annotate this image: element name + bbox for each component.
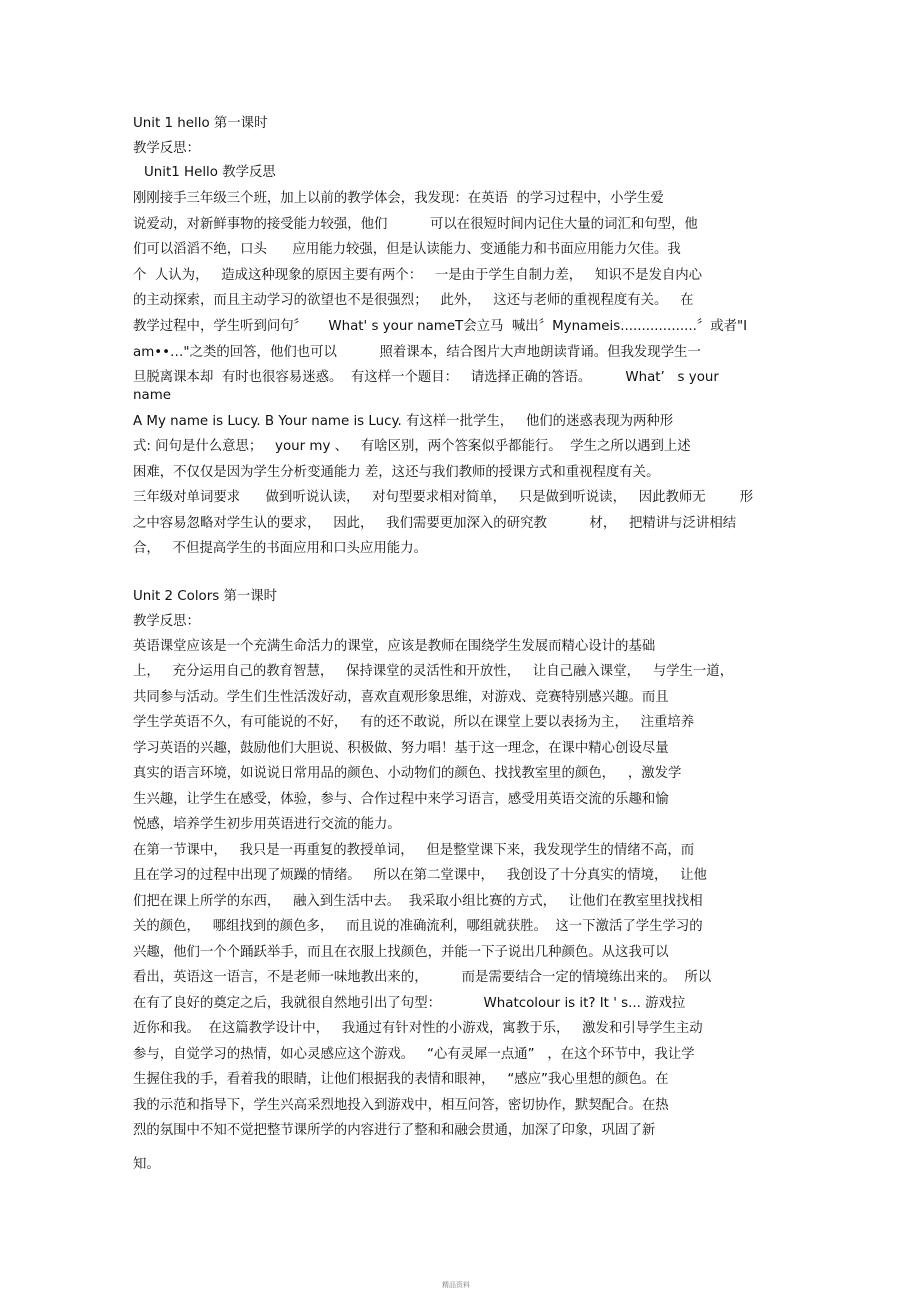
unit2-paragraph-line: 我的示范和指导下，学生兴高采烈地投入到游戏中，相互问答，密切协作，默契配合。在热 bbox=[133, 1098, 669, 1113]
unit1-subheading: Unit1 Hello 教学反思 bbox=[144, 165, 276, 180]
unit1-paragraph-line: 个 人认为， 造成这种现象的原因主要有两个： 一是由于学生自制力差， 知识不是发自内心 bbox=[133, 268, 703, 283]
unit1-paragraph-line: 困难，不仅仅是因为学生分析变通能力 差，这还与我们教师的授课方式和重视程度有关。 bbox=[133, 465, 660, 480]
unit2-paragraph-line: 烈的氛围中不知不觉把整节课所学的内容进行了整和和融会贯通，加深了印象，巩固了新 bbox=[133, 1123, 656, 1138]
unit2-paragraph-line: 在有了良好的奠定之后，我就很自然地引出了句型： Whatcolour is it? It ' s... 游戏拉 bbox=[133, 996, 686, 1011]
unit1-paragraph-line: 刚刚接手三年级三个班，加上以前的教学体会，我发现：在英语 的学习过程中，小学生爱 bbox=[133, 191, 664, 206]
unit2-paragraph-line: 兴趣，他们一个个踊跃举手，而且在衣服上找颜色，并能一下子说出几种颜色。从这我可以 bbox=[133, 945, 669, 960]
unit1-paragraph-line: 说爱动，对新鲜事物的接受能力较强，他们 可以在很短时间内记住大量的词汇和句型，他 bbox=[133, 217, 698, 232]
unit1-paragraph-line: A My name is Lucy. B Your name is Lucy. 有这样一批学生， 他们的迷惑表现为两种形 bbox=[133, 414, 674, 429]
unit2-heading: Unit 2 Colors 第一课时 bbox=[133, 589, 278, 604]
unit1-paragraph-line: name bbox=[133, 388, 171, 403]
unit2-paragraph-line: 真实的语言环境，如说说日常用品的颜色、小动物们的颜色、找找教室里的颜色， ，激发学 bbox=[133, 766, 682, 781]
unit2-paragraph-line: 学习英语的兴趣，鼓励他们大胆说、积极做、努力唱！基于这一理念，在课中精心创设尽量 bbox=[133, 741, 669, 756]
unit2-paragraph-line: 悦感，培养学生初步用英语进行交流的能力。 bbox=[133, 817, 401, 832]
unit1-heading: Unit 1 hello 第一课时 bbox=[133, 116, 268, 131]
unit2-paragraph-line: 知。 bbox=[133, 1157, 160, 1172]
unit2-paragraph-line: 参与，自觉学习的热情，如心灵感应这个游戏。 “心有灵犀一点通” ，在这个环节中，我让学 bbox=[133, 1047, 695, 1062]
unit1-paragraph-line: am••…"之类的回答，他们也可以 照着课本，结合图片大声地朗读背诵。但我发现学生一 bbox=[133, 345, 701, 360]
unit2-paragraph-line: 生兴趣，让学生在感受，体验，参与、合作过程中来学习语言，感受用英语交流的乐趣和愉 bbox=[133, 792, 669, 807]
page-footer: 精品资料 bbox=[442, 1281, 470, 1289]
unit2-paragraph-line: 生握住我的手，看着我的眼睛，让他们根据我的表情和眼神， “感应”我心里想的颜色。在 bbox=[133, 1072, 669, 1087]
unit1-paragraph-line: 之中容易忽略对学生认的要求， 因此， 我们需要更加深入的研究教 材， 把精讲与泛讲相结 bbox=[133, 516, 737, 531]
unit2-paragraph-line: 且在学习的过程中出现了烦躁的情绪。 所以在第二堂课中， 我创设了十分真实的情境， 让他 bbox=[133, 868, 707, 883]
unit1-paragraph-line: 合， 不但提高学生的书面应用和口头应用能力。 bbox=[133, 541, 427, 556]
unit1-reflection-label: 教学反思： bbox=[133, 141, 200, 156]
unit2-paragraph-line: 学生学英语不久，有可能说的不好， 有的还不敢说，所以在课堂上要以表扬为主， 注重培养 bbox=[133, 715, 695, 730]
unit1-paragraph-line: 三年级对单词要求 做到听说认读， 对句型要求相对简单， 只是做到听说读， 因此教师无 形 bbox=[133, 490, 754, 505]
unit2-paragraph-line: 们把在课上所学的东西， 融入到生活中去。 我采取小组比赛的方式， 让他们在教室里找找相 bbox=[133, 894, 703, 909]
unit1-paragraph-line: 旦脱离课本却 有时也很容易迷惑。 有这样一个题目： 请选择正确的答语。 What’ s your bbox=[133, 370, 719, 385]
unit2-paragraph-line: 近你和我。 在这篇教学设计中， 我通过有针对性的小游戏，寓教于乐， 激发和引导学生主动 bbox=[133, 1021, 703, 1036]
unit2-paragraph-line: 英语课堂应该是一个充满生命活力的课堂，应该是教师在围绕学生发展而精心设计的基础 bbox=[133, 639, 656, 654]
unit1-paragraph-line: 式: 问句是什么意思； your my 、 有啥区别，两个答案似乎都能行。 学生之所以遇到上述 bbox=[133, 439, 691, 454]
unit1-paragraph-line: 们可以滔滔不绝，口头 应用能力较强，但是认读能力、变通能力和书面应用能力欠佳。我 bbox=[133, 242, 681, 257]
unit2-paragraph-line: 上， 充分运用自己的教育智慧， 保持课堂的灵活性和开放性， 让自己融入课堂， 与学生一道， bbox=[133, 664, 734, 679]
unit2-paragraph-line: 共同参与活动。学生们生性活泼好动，喜欢直观形象思维，对游戏、竞赛特别感兴趣。而且 bbox=[133, 690, 669, 705]
unit2-paragraph-line: 在第一节课中， 我只是一再重复的教授单词， 但是整堂课下来，我发现学生的情绪不高，而 bbox=[133, 843, 695, 858]
unit2-reflection-label: 教学反思： bbox=[133, 614, 200, 629]
unit1-paragraph-line: 教学过程中，学生听到问句〞 What' s your nameT会立马 喊出〞Mynameis..................〞或者"I bbox=[133, 319, 748, 334]
unit1-paragraph-line: 的主动探索，而且主动学习的欲望也不是很强烈； 此外， 这还与老师的重视程度有关。 在 bbox=[133, 293, 694, 308]
unit2-paragraph-line: 关的颜色， 哪组找到的颜色多， 而且说的准确流利，哪组就获胜。 这一下激活了学生学习的 bbox=[133, 919, 703, 934]
unit2-paragraph-line: 看出，英语这一语言，不是老师一味地教出来的， 而是需要结合一定的情境练出来的。 所以 bbox=[133, 970, 712, 985]
